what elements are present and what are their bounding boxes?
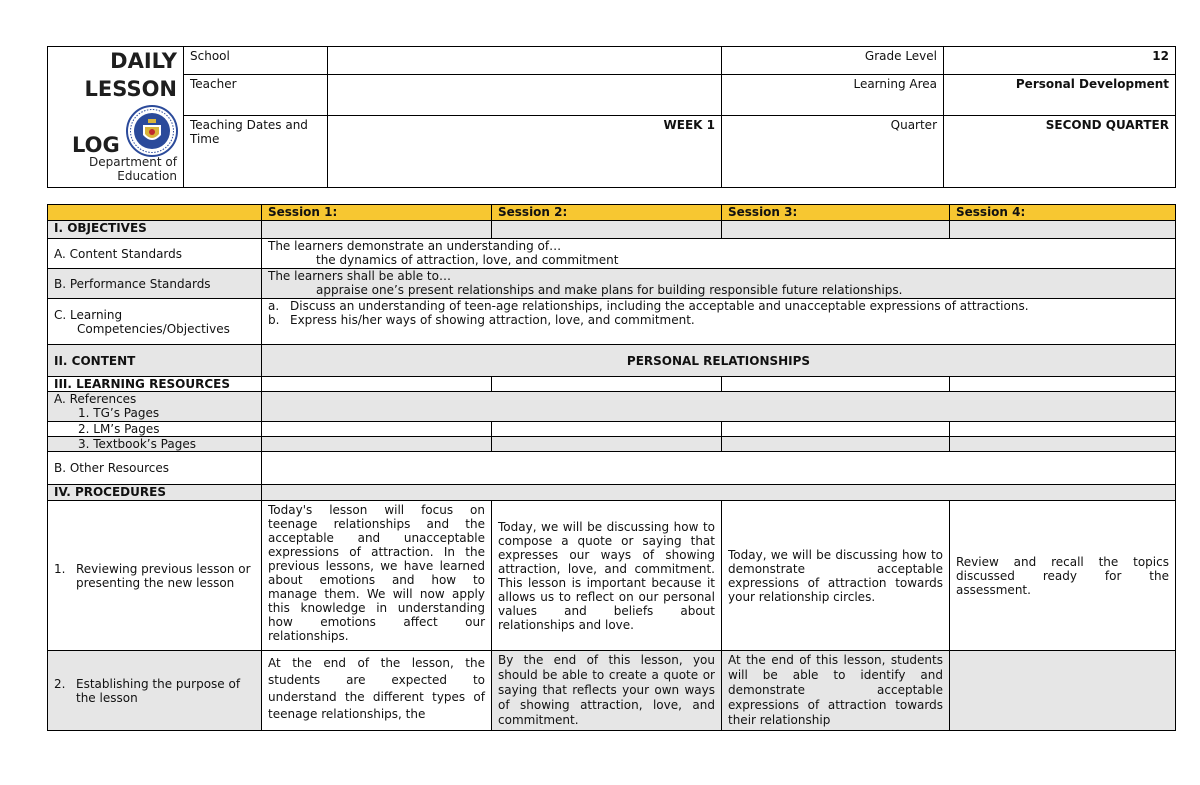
tb-s1 — [262, 437, 492, 452]
procedure-1-session-1: Today's lesson will focus on teenage relationships and the acceptable and unacceptable expressions of attraction. In the previous lessons, we have learned about emotions and how to manage them. We will now apply this knowledge in understanding how emotions affect our relationships. — [262, 501, 492, 651]
dll-header-table — [47, 46, 1176, 188]
objectives-s4 — [950, 221, 1176, 239]
competency-b-text: Express his/her ways of showing attraction, love, and commitment. — [290, 313, 695, 327]
lm-s2 — [492, 422, 722, 437]
title-daily: DAILY — [110, 49, 177, 73]
competencies-label-line2: Competencies/Objectives — [77, 321, 230, 336]
lesson-plan-table — [47, 204, 1176, 731]
textbook-pages-label: 3. Textbook’s Pages — [48, 437, 262, 452]
competencies-value — [262, 299, 1176, 345]
dll-title-cell — [48, 47, 184, 188]
tb-s2 — [492, 437, 722, 452]
procedure-2-session-1: At the end of the lesson, the students are expected to understand the different types of teenage relationships, the — [262, 651, 492, 731]
references-value — [262, 392, 1176, 422]
objectives-s1 — [262, 221, 492, 239]
learning-area-value[interactable]: Personal Development — [944, 75, 1176, 116]
competencies-label — [48, 299, 262, 345]
references-text: A. References — [54, 392, 137, 406]
quarter-label: Quarter — [722, 116, 944, 188]
quarter-value[interactable]: SECOND QUARTER — [944, 116, 1176, 188]
grade-level-value[interactable]: 12 — [944, 47, 1176, 75]
references-label — [48, 392, 262, 422]
objectives-s2 — [492, 221, 722, 239]
other-resources-value — [262, 452, 1176, 485]
competencies-label-line1: C. Learning — [54, 307, 123, 322]
procedure-2-session-2: By the end of this lesson, you should be able to create a quote or saying that reflects your own ways of showing attraction, love, and commitment. — [492, 651, 722, 731]
tb-s3 — [722, 437, 950, 452]
other-resources-label: B. Other Resources — [48, 452, 262, 485]
objectives-heading: I. OBJECTIVES — [48, 221, 262, 239]
procedure-2-label: 2. Establishing the purpose of the lesson — [48, 651, 262, 731]
school-label: School — [184, 47, 328, 75]
tg-pages-label: 1. TG’s Pages — [78, 406, 160, 420]
performance-standards-line1: The learners shall be able to… — [268, 269, 451, 283]
objectives-s3 — [722, 221, 950, 239]
procedure-2-session-3: At the end of this lesson, students will be able to identify and demonstrate acceptable expressions of attraction towards their relationship — [722, 651, 950, 731]
teacher-label: Teacher — [184, 75, 328, 116]
department-label: Department of Education — [89, 155, 177, 183]
lm-s1 — [262, 422, 492, 437]
session-1-header: Session 1: — [262, 205, 492, 221]
content-standards-value — [262, 239, 1176, 269]
resources-heading: III. LEARNING RESOURCES — [48, 377, 262, 392]
lm-s3 — [722, 422, 950, 437]
lm-s4 — [950, 422, 1176, 437]
grade-level-label: Grade Level — [722, 47, 944, 75]
title-lesson: LESSON — [84, 77, 177, 101]
competency-b: b. Express his/her ways of showing attraction, love, and commitment. — [268, 313, 695, 327]
lm-pages-label: 2. LM’s Pages — [48, 422, 262, 437]
session-4-header: Session 4: — [950, 205, 1176, 221]
tb-s4 — [950, 437, 1176, 452]
performance-standards-label: B. Performance Standards — [48, 269, 262, 299]
content-standards-line1: The learners demonstrate an understanding of… — [268, 239, 562, 253]
procedure-1-label-text: Reviewing previous lesson or presenting the new lesson — [76, 561, 251, 590]
procedure-1-label: 1. Reviewing previous lesson or presenting the new lesson — [48, 501, 262, 651]
deped-seal-icon — [126, 105, 178, 157]
procedure-2-session-4 — [950, 651, 1176, 731]
procedure-1-session-3: Today, we will be discussing how to demonstrate acceptable expressions of attraction towards your relationship circles. — [722, 501, 950, 651]
teaching-dates-value[interactable]: WEEK 1 — [328, 116, 722, 188]
content-standards-line2: the dynamics of attraction, love, and commitment — [316, 253, 619, 267]
teaching-dates-label: Teaching Dates and Time — [184, 116, 328, 188]
resources-s1 — [262, 377, 492, 392]
procedure-2-label-text: Establishing the purpose of the lesson — [76, 676, 241, 705]
session-2-header: Session 2: — [492, 205, 722, 221]
session-3-header: Session 3: — [722, 205, 950, 221]
resources-s3 — [722, 377, 950, 392]
title-log: LOG — [72, 133, 120, 157]
content-value: PERSONAL RELATIONSHIPS — [262, 345, 1176, 377]
corner-cell — [48, 205, 262, 221]
procedures-heading-span — [262, 485, 1176, 501]
procedure-1-session-2: Today, we will be discussing how to compose a quote or saying that expresses our ways of showing attraction, love, and commitment. This lesson is important because it allows us to reflect on our personal values and beliefs about relationships and love. — [492, 501, 722, 651]
school-value[interactable] — [328, 47, 722, 75]
performance-standards-value — [262, 269, 1176, 299]
resources-s2 — [492, 377, 722, 392]
competency-a-text: Discuss an understanding of teen-age relationships, including the acceptable and unacceptable expressions of attractions. — [290, 299, 1029, 313]
procedures-heading: IV. PROCEDURES — [48, 485, 262, 501]
teacher-value[interactable] — [328, 75, 722, 116]
competency-a: a. Discuss an understanding of teen-age relationships, including the acceptable and unacceptable expressions of attractions. — [268, 299, 1029, 313]
performance-standards-line2: appraise one’s present relationships and make plans for building responsible future relationships. — [316, 283, 903, 297]
procedure-1-session-4: Review and recall the topics discussed ready for the assessment. — [950, 501, 1176, 651]
content-standards-label: A. Content Standards — [48, 239, 262, 269]
learning-area-label: Learning Area — [722, 75, 944, 116]
content-heading: II. CONTENT — [48, 345, 262, 377]
resources-s4 — [950, 377, 1176, 392]
